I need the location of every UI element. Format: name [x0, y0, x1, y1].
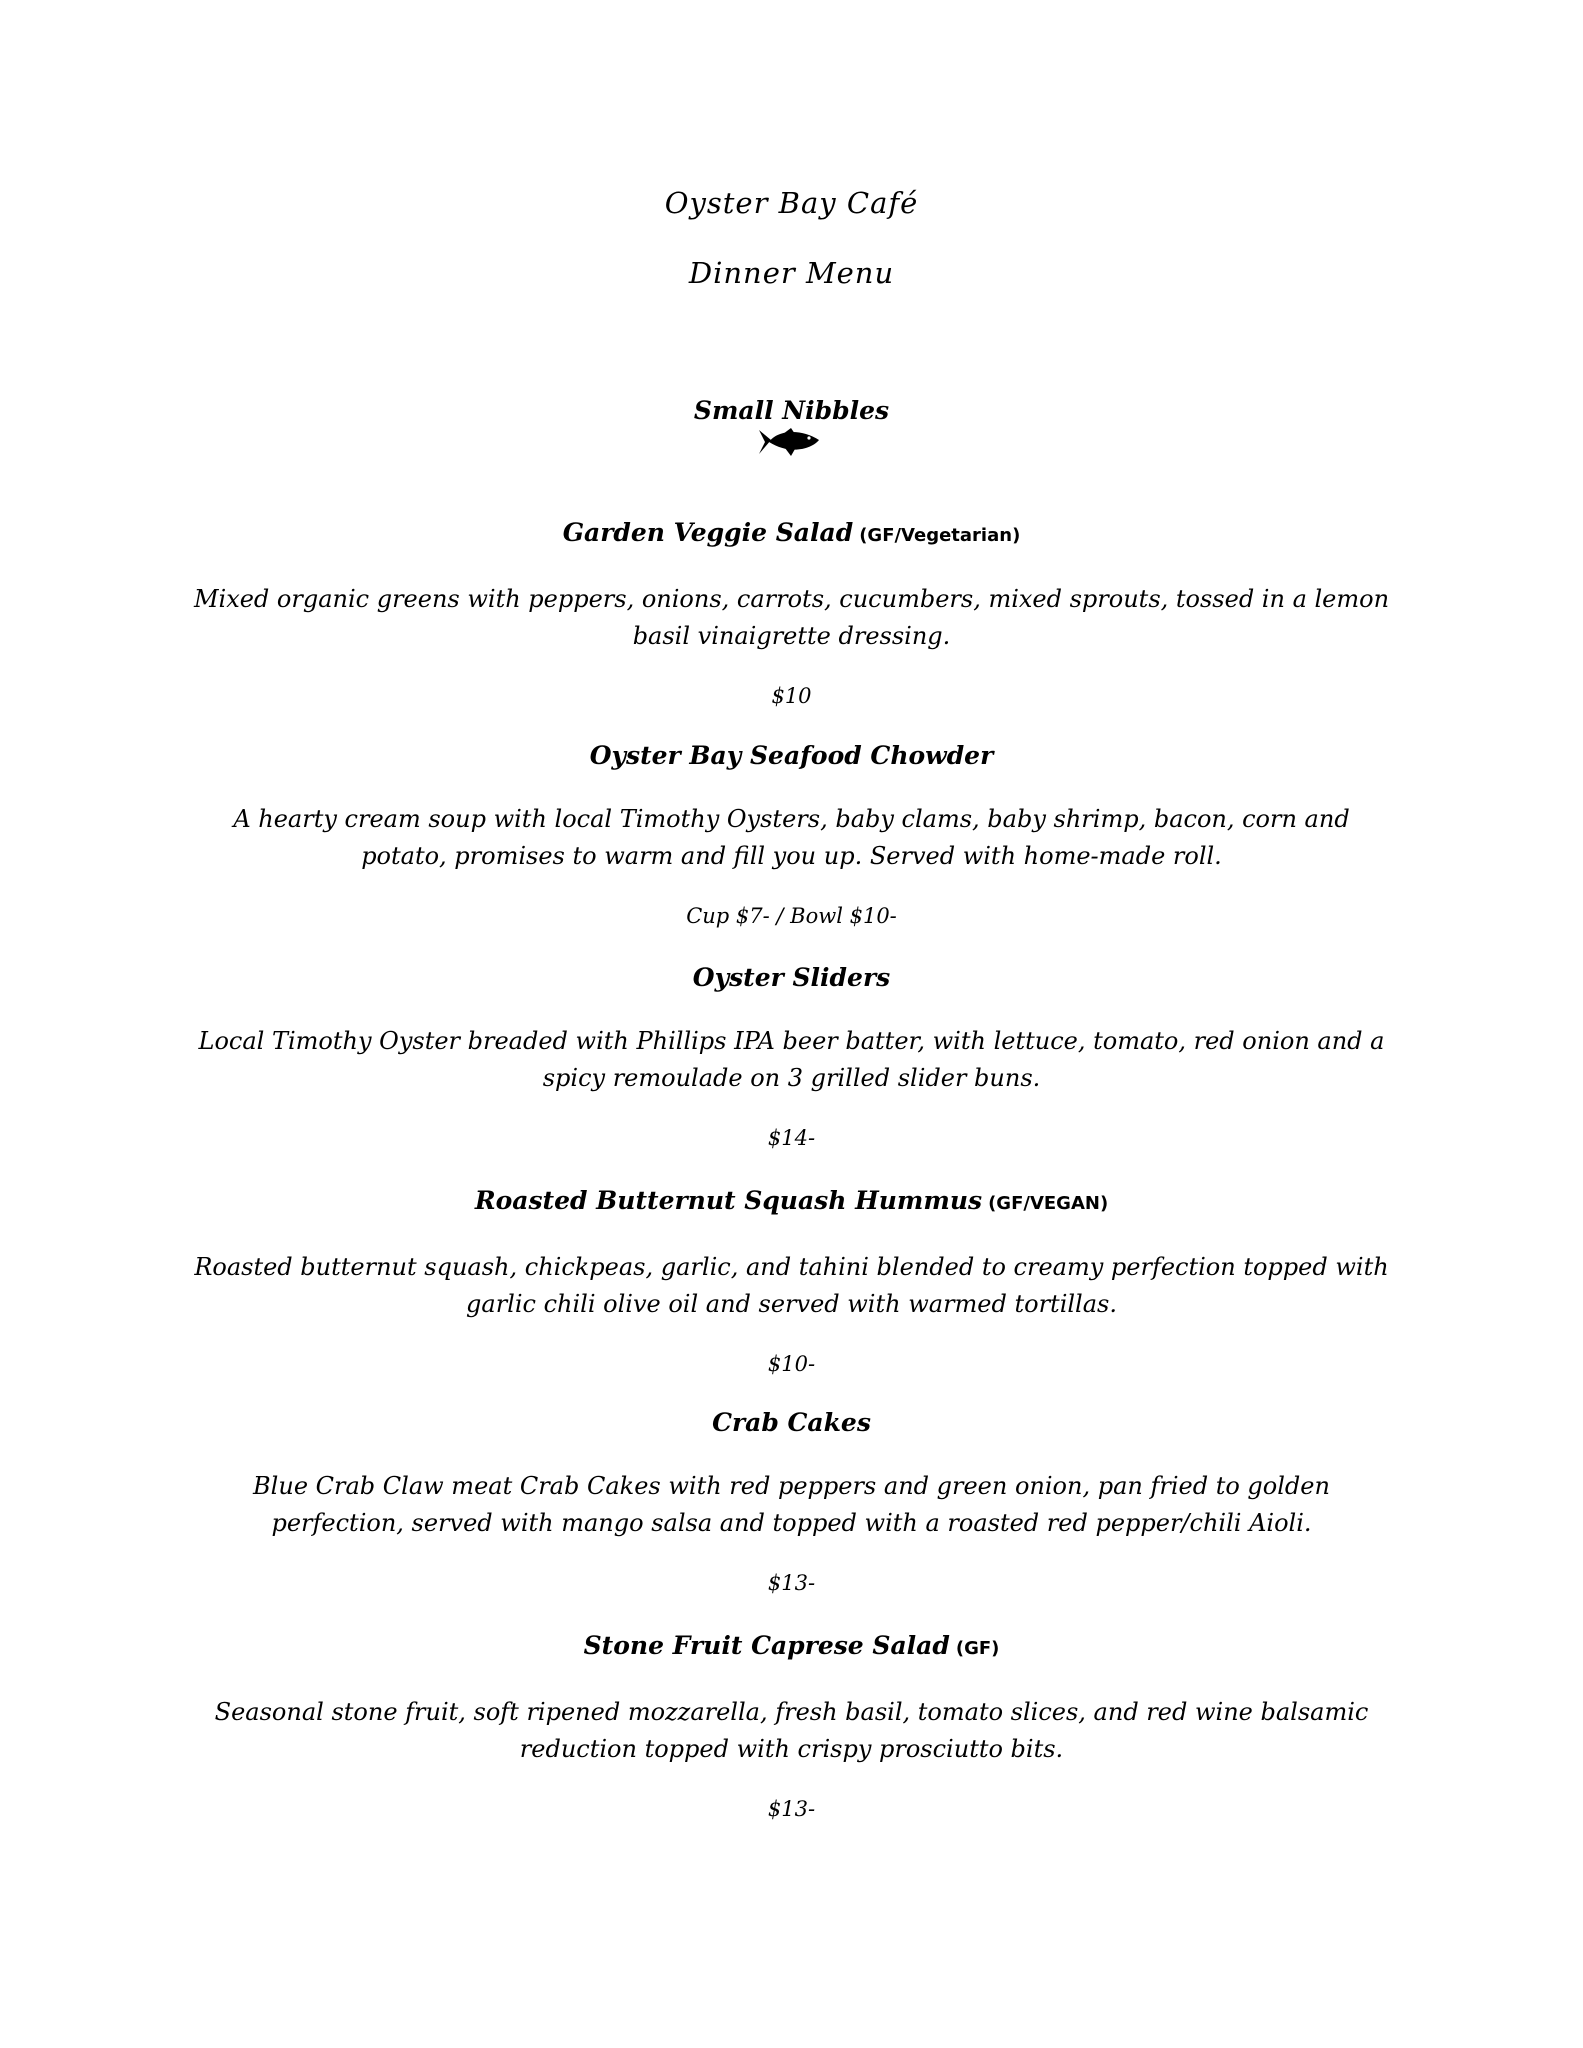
menu-item	[180, 1631, 1403, 1824]
item-price: $10	[771, 684, 812, 708]
item-name-line	[180, 741, 1403, 771]
item-name: Roasted Butternut Squash Hummus	[474, 1186, 983, 1215]
item-name-line	[180, 963, 1403, 993]
item-description: Mixed organic greens with peppers, onions, carrots, cucumbers, mixed sprouts, tossed in a lemon basil vinaigrette dressing.	[193, 585, 1390, 650]
item-description: Roasted butternut squash, chickpeas, garlic, and tahini blended to creamy perfection topped with garlic chili olive oil and served with warmed tortillas.	[194, 1253, 1389, 1318]
item-name: Oyster Bay Seafood Chowder	[589, 741, 994, 770]
item-name-line	[180, 1408, 1403, 1438]
item-name: Crab Cakes	[712, 1408, 871, 1437]
item-price: $13-	[767, 1797, 816, 1821]
item-price: Cup $7- / Bowl $10-	[686, 904, 897, 928]
item-description: A hearty cream soup with local Timothy Oysters, baby clams, baby shrimp, bacon, corn and potato, promises to warm and fill you up. Served with home-made roll.	[233, 805, 1350, 870]
fish-icon	[757, 426, 821, 458]
item-price: $10-	[767, 1352, 816, 1376]
item-name-line	[180, 1186, 1403, 1219]
restaurant-name: Oyster Bay Café	[664, 186, 919, 220]
item-name: Oyster Sliders	[692, 963, 891, 992]
item-description: Local Timothy Oyster breaded with Phillips IPA beer batter, with lettuce, tomato, red onion and a spicy remoulade on 3 grilled slider buns.	[198, 1027, 1385, 1092]
menu-item	[180, 741, 1403, 931]
item-price: $13-	[767, 1571, 816, 1595]
item-diet-tag: (GF/Vegetarian)	[859, 525, 1021, 546]
item-name-line	[180, 518, 1403, 551]
menu-item	[180, 1408, 1403, 1598]
item-price: $14-	[767, 1126, 816, 1150]
item-name-line	[180, 1631, 1403, 1664]
menu-item	[180, 1186, 1403, 1379]
menu-title: Dinner Menu	[688, 256, 895, 290]
item-description: Seasonal stone fruit, soft ripened mozzarella, fresh basil, tomato slices, and red wine balsamic reduction topped with crispy prosciutto bits.	[214, 1698, 1369, 1763]
item-diet-tag: (GF/VEGAN)	[988, 1193, 1109, 1214]
item-description: Blue Crab Claw meat Crab Cakes with red peppers and green onion, pan fried to golden perfection, served with mango salsa and topped with a roasted red pepper/chili Aioli.	[253, 1472, 1330, 1537]
section-heading: Small Nibbles	[693, 396, 890, 425]
item-diet-tag: (GF)	[955, 1638, 1000, 1659]
item-name: Garden Veggie Salad	[562, 518, 854, 547]
item-name: Stone Fruit Caprese Salad	[583, 1631, 950, 1660]
menu-item	[180, 518, 1403, 711]
menu-item	[180, 963, 1403, 1153]
